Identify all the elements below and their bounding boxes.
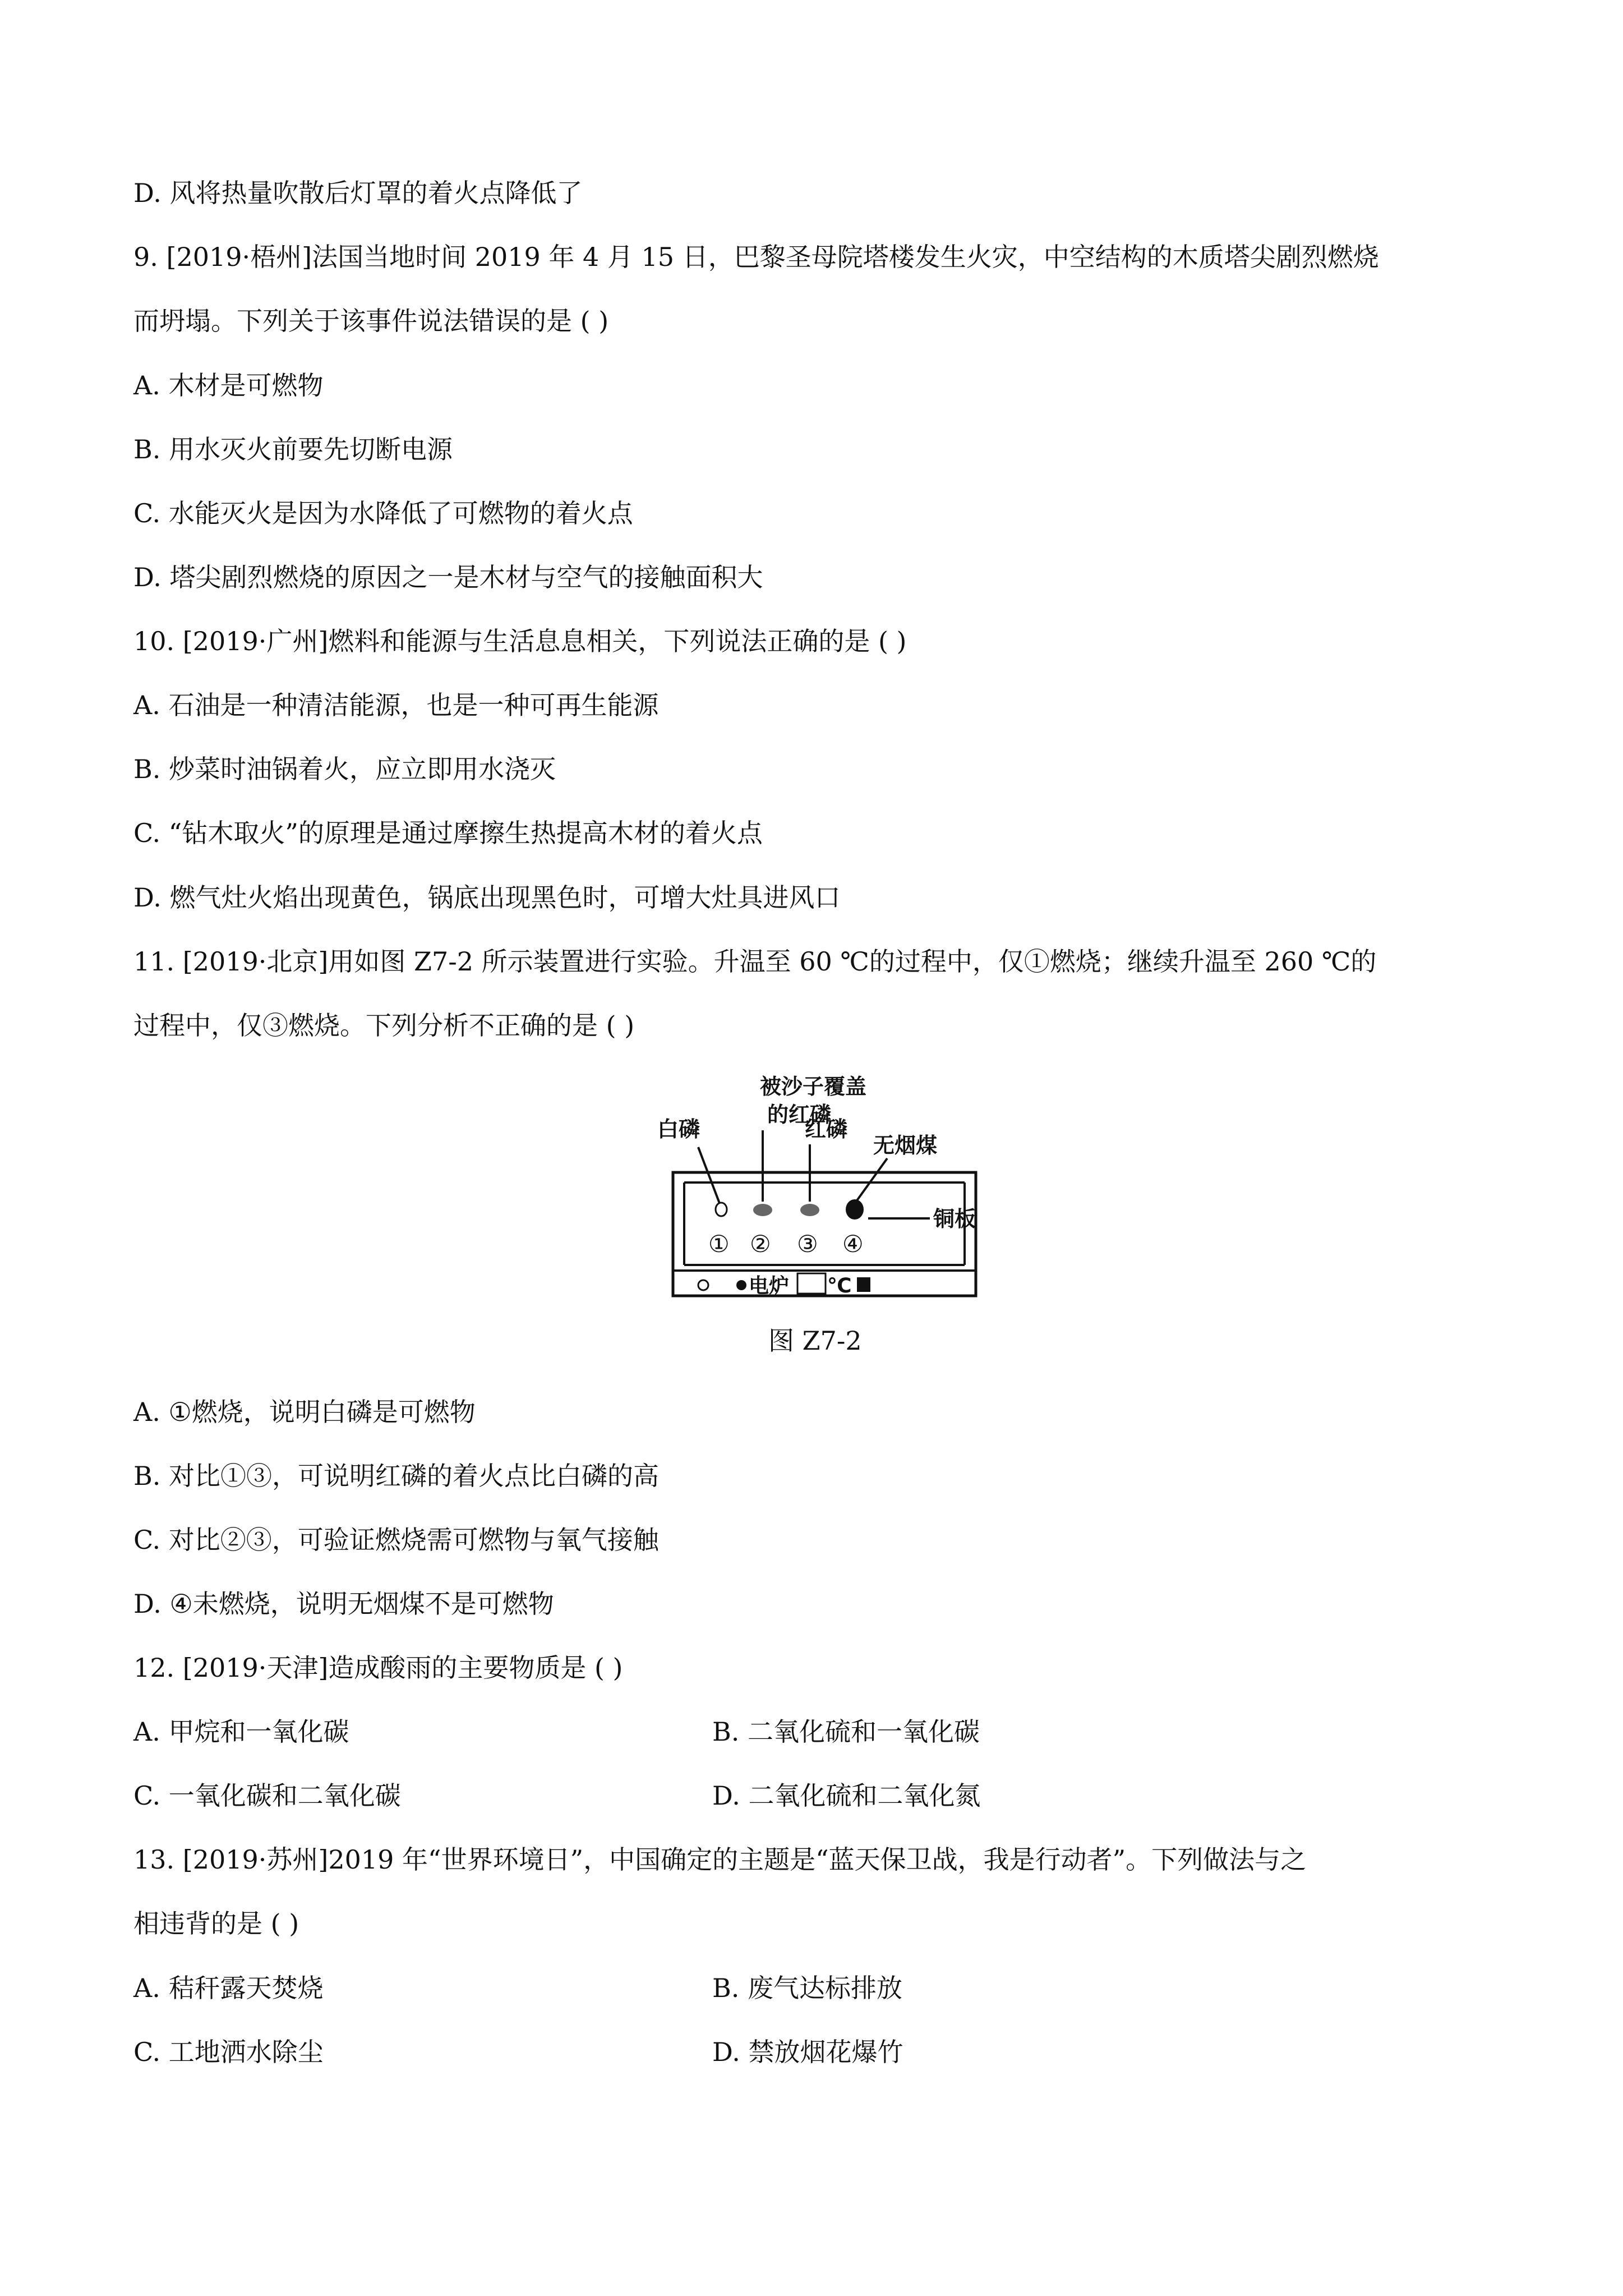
q10-option-d: D. 燃气灶火焰出现黄色，锅底出现黑色时，可增大灶具进风口 [133,882,841,913]
q11-option-c: C. 对比②③，可验证燃烧需可燃物与氧气接触 [133,1525,659,1555]
q13-option-b: B. 废气达标排放 [712,1973,903,2003]
label-sand-covered-line2: 的红磷 [767,1102,832,1127]
label-celsius: ℃ [827,1274,852,1297]
q13-option-c: C. 工地洒水除尘 [133,2037,324,2067]
q11-option-a: A. ①燃烧，说明白磷是可燃物 [133,1397,476,1427]
q9-option-a: A. 木材是可燃物 [133,370,324,401]
anthracite-sample [846,1199,864,1220]
q9-option-d: D. 塔尖剧烈燃烧的原因之一是木材与空气的接触面积大 [133,562,763,592]
q13-option-d: D. 禁放烟花爆竹 [712,2037,903,2067]
apparatus-figure [645,1066,1038,1313]
q9-stem-line2: 而坍塌。下列关于该事件说法错误的是 ( ) [133,306,609,336]
furnace-indicator-icon [736,1280,746,1290]
q9-option-b: B. 用水灭火前要先切断电源 [133,434,453,464]
label-red-phosphorus: 红磷 [805,1117,848,1142]
label-electric-furnace: 电炉 [749,1274,790,1297]
label-copper-plate: 铜板 [933,1207,976,1231]
leader-coal [857,1158,887,1200]
q11-stem-line1: 11. [2019·北京]用如图 Z7-2 所示装置进行实验。升温至 60 ℃的过程中，仅①燃烧；继续升温至 260 ℃的 [133,946,1377,977]
q13-stem-line1: 13. [2019·苏州]2019 年“世界环境日”，中国确定的主题是“蓝天保卫战，我是行动者”。下列做法与之 [133,1844,1307,1875]
q8-option-d: D. 风将热量吹散后灯罩的着火点降低了 [133,178,583,208]
temperature-display [797,1273,826,1294]
label-sand-covered-line1: 被沙子覆盖 [760,1074,867,1099]
label-anthracite: 无烟煤 [873,1133,938,1158]
q11-stem-line2: 过程中，仅③燃烧。下列分析不正确的是 ( ) [133,1010,635,1041]
furnace-knob-off-icon [698,1280,708,1290]
leader-white-p [698,1147,720,1203]
q12-option-a: A. 甲烷和一氧化碳 [133,1717,349,1747]
sample-number-3: ③ [797,1230,818,1258]
sample-number-1: ① [708,1230,730,1258]
red-phosphorus-sample [800,1204,819,1216]
q9-option-c: C. 水能灭火是因为水降低了可燃物的着火点 [133,498,633,528]
q10-option-a: A. 石油是一种清洁能源，也是一种可再生能源 [133,690,659,720]
q10-stem: 10. [2019·广州]燃料和能源与生活息息相关，下列说法正确的是 ( ) [133,626,907,656]
q12-option-c: C. 一氧化碳和二氧化碳 [133,1780,401,1811]
sample-number-2: ② [750,1230,771,1258]
sand-covered-red-phosphorus-sample [753,1204,772,1216]
figure-caption: 图 Z7-2 [768,1326,862,1356]
white-phosphorus-sample [716,1203,727,1216]
q13-option-a: A. 秸秆露天焚烧 [133,1973,324,2003]
q10-option-c: C. “钻木取火”的原理是通过摩擦生热提高木材的着火点 [133,818,763,848]
furnace-switch-icon [857,1277,870,1292]
sample-number-4: ④ [842,1230,864,1258]
q12-option-b: B. 二氧化硫和一氧化碳 [712,1717,980,1747]
label-white-phosphorus: 白磷 [657,1117,700,1142]
q10-option-b: B. 炒菜时油锅着火，应立即用水浇灭 [133,754,556,784]
q11-option-d: D. ④未燃烧，说明无烟煤不是可燃物 [133,1589,554,1619]
q12-option-d: D. 二氧化硫和二氧化氮 [712,1780,981,1811]
q11-option-b: B. 对比①③，可说明红磷的着火点比白磷的高 [133,1461,660,1491]
q9-stem-line1: 9. [2019·梧州]法国当地时间 2019 年 4 月 15 日，巴黎圣母院塔楼发生火灾，中空结构的木质塔尖剧烈燃烧 [133,242,1379,272]
q12-stem: 12. [2019·天津]造成酸雨的主要物质是 ( ) [133,1653,623,1683]
q13-stem-line2: 相违背的是 ( ) [133,1908,299,1939]
